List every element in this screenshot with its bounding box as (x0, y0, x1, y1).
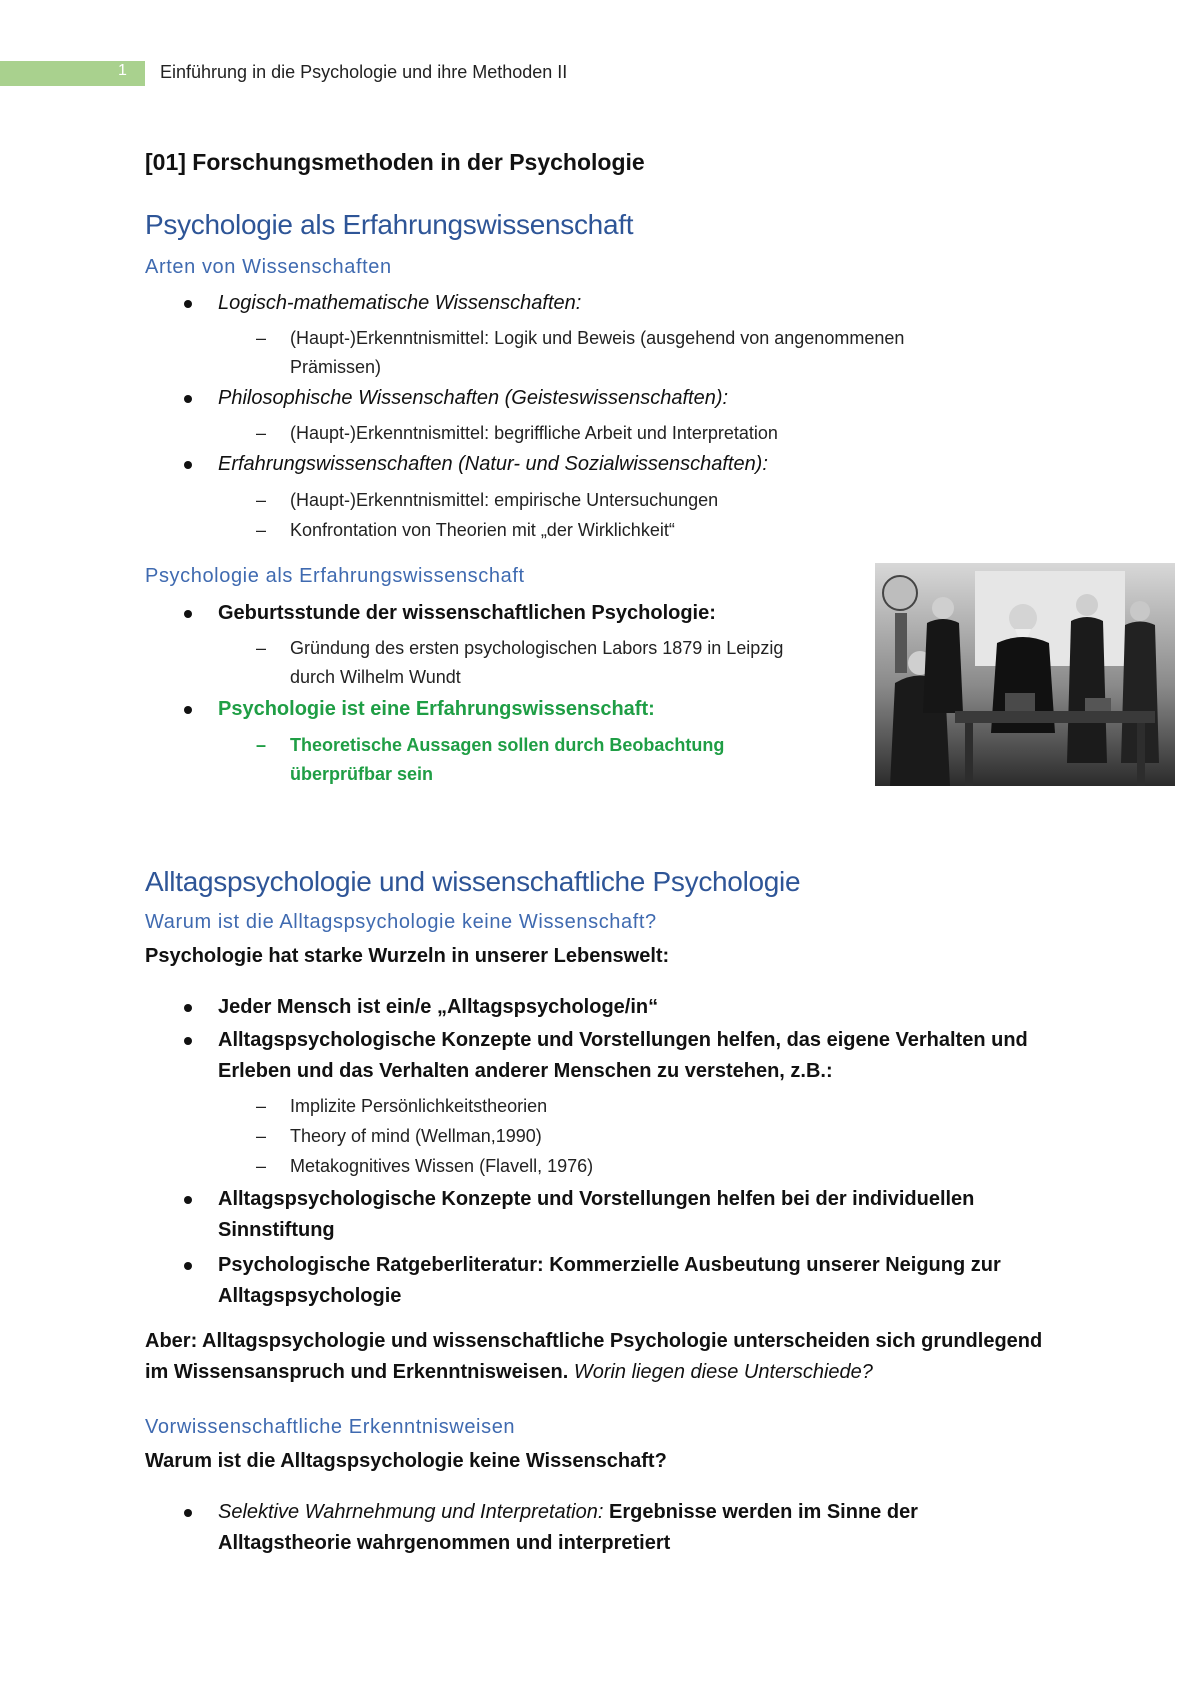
dash-icon: – (256, 638, 267, 658)
paragraph-aber: Aber: Alltagspsychologie und wissenschaftliche Psychologie unterscheiden sich grundlegend (145, 1330, 1043, 1352)
bullet-icon (184, 395, 192, 403)
subheading-erfahrungswissenschaft: Psychologie als Erfahrungswissenschaft (145, 565, 525, 587)
bullet-icon (184, 706, 192, 714)
chapter-title: [01] Forschungsmethoden in der Psychologie (145, 149, 645, 175)
paragraph-aber-line2: im Wissensanspruch und Erkenntnisweisen. Worin liegen diese Unterschiede? (145, 1361, 873, 1383)
bullet-icon (184, 1196, 192, 1204)
page-number: 1 (118, 62, 127, 79)
photo-illustration (875, 563, 1175, 786)
dash-icon: – (256, 490, 267, 510)
dash-icon: – (256, 735, 267, 755)
bullet-icon (184, 1262, 192, 1270)
dash-icon: – (256, 328, 267, 348)
dash-icon: – (256, 520, 267, 540)
bullet-icon (184, 1037, 192, 1045)
section-heading-alltagspsychologie: Alltagspsychologie und wissenschaftliche Psychologie (145, 866, 801, 897)
dash-icon: – (256, 1096, 267, 1116)
header-title: Einführung in die Psychologie und ihre Methoden II (160, 62, 568, 82)
wundt-lab-photo (875, 563, 1175, 786)
subheading-vorwissenschaftlich: Vorwissenschaftliche Erkenntnisweisen (145, 1416, 516, 1438)
dash-icon: – (256, 1126, 267, 1146)
bullet-icon (184, 610, 192, 618)
section-heading-erfahrungswissenschaft: Psychologie als Erfahrungswissenschaft (145, 209, 634, 240)
subheading-arten: Arten von Wissenschaften (145, 256, 392, 278)
bullet-icon (184, 1004, 192, 1012)
bullet-icon (184, 461, 192, 469)
question-text: Worin liegen diese Unterschiede? (573, 1361, 873, 1383)
subheading-warum: Warum ist die Alltagspsychologie keine Wissenschaft? (145, 911, 657, 933)
paragraph-question: Warum ist die Alltagspsychologie keine Wissenschaft? (145, 1450, 667, 1472)
bullet-icon (184, 1509, 192, 1517)
dash-icon: – (256, 423, 267, 443)
paragraph-intro: Psychologie hat starke Wurzeln in unserer Lebenswelt: (145, 945, 670, 967)
bullet-icon (184, 300, 192, 308)
dash-icon: – (256, 1156, 267, 1176)
